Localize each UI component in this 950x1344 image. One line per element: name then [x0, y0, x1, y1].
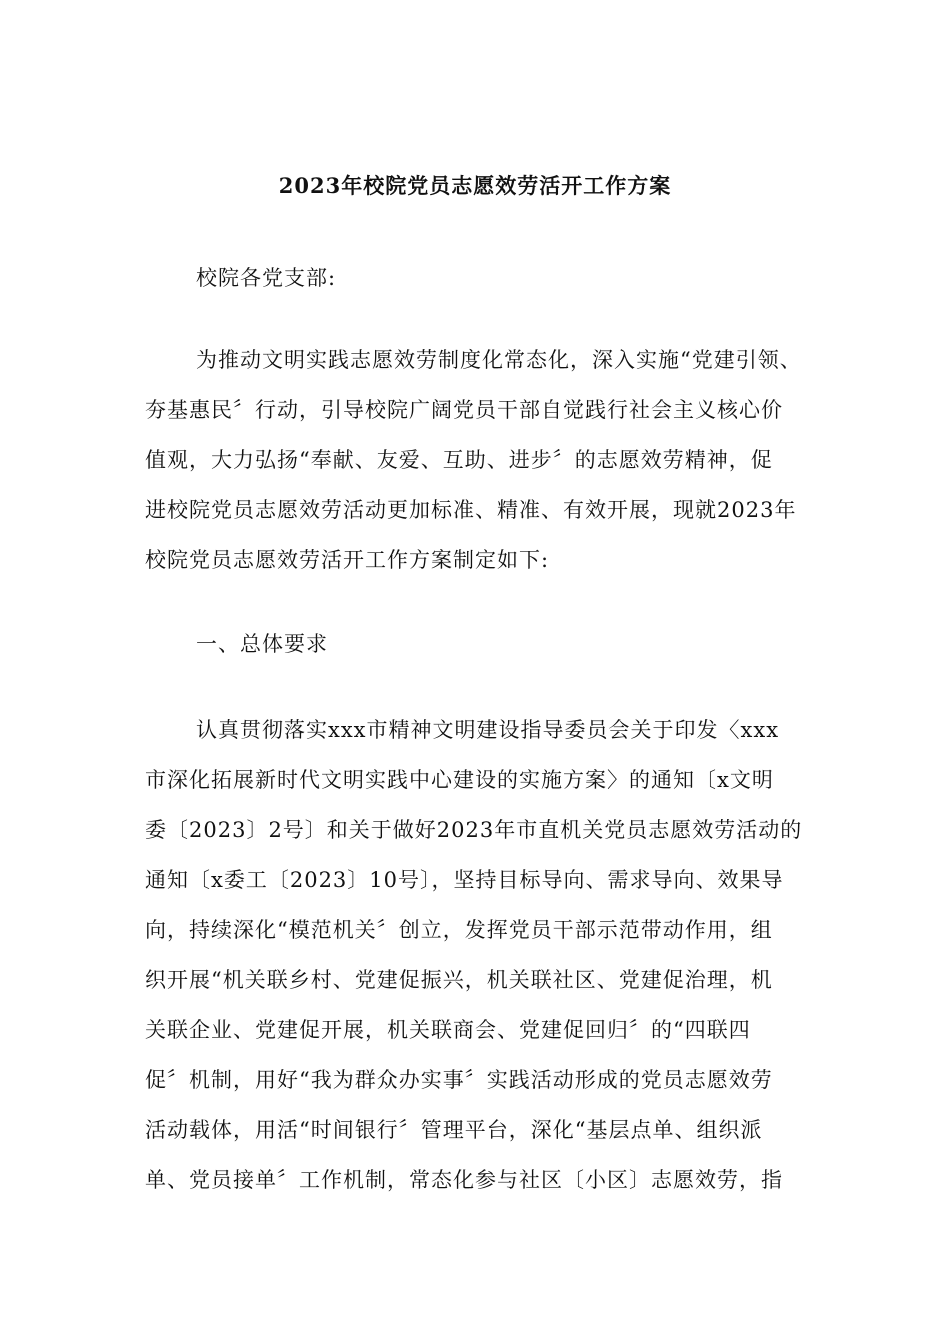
paragraph-line: 夯基惠民〞行动，引导校院广阔党员干部自觉践行社会主义核心价 — [145, 398, 783, 422]
paragraph-line: 值观，大力弘扬“奉献、友爱、互助、进步〞的志愿效劳精神，促 — [145, 448, 773, 472]
paragraph-line: 委〔2023〕2号〕和关于做好2023年市直机关党员志愿效劳活动的 — [145, 818, 803, 842]
section-heading: 一、总体要求 — [196, 632, 328, 656]
document-title: 2023年校院党员志愿效劳活开工作方案 — [278, 173, 672, 198]
body-paragraph — [145, 705, 825, 1205]
intro-paragraph — [145, 335, 825, 585]
paragraph-line: 活动载体，用活“时间银行〞管理平台，深化“基层点单、组织派 — [145, 1118, 763, 1142]
paragraph-line: 关联企业、党建促开展，机关联商会、党建促回归〞的“四联四 — [145, 1018, 751, 1042]
paragraph-line: 校院党员志愿效劳活开工作方案制定如下: — [145, 548, 550, 572]
paragraph-line: 促〞机制，用好“我为群众办实事〞实践活动形成的党员志愿效劳 — [145, 1068, 773, 1092]
paragraph-line: 向，持续深化“模范机关〞创立，发挥党员干部示范带动作用，组 — [145, 918, 773, 942]
paragraph-line: 认真贯彻落实xxx市精神文明建设指导委员会关于印发〈xxx — [196, 718, 780, 742]
paragraph-line: 市深化拓展新时代文明实践中心建设的实施方案〉的通知〔x文明 — [145, 768, 774, 792]
paragraph-line: 通知〔x委工〔2023〕10号〕，坚持目标导向、需求导向、效果导 — [145, 868, 784, 892]
salutation: 校院各党支部: — [196, 266, 337, 290]
paragraph-line: 单、党员接单〞工作机制，常态化参与社区〔小区〕志愿效劳，指 — [145, 1168, 783, 1192]
paragraph-line: 为推动文明实践志愿效劳制度化常态化，深入实施“党建引领、 — [196, 348, 802, 372]
paragraph-line: 进校院党员志愿效劳活动更加标准、精准、有效开展，现就2023年 — [145, 498, 797, 522]
paragraph-line: 织开展“机关联乡村、党建促振兴，机关联社区、党建促治理，机 — [145, 968, 773, 992]
